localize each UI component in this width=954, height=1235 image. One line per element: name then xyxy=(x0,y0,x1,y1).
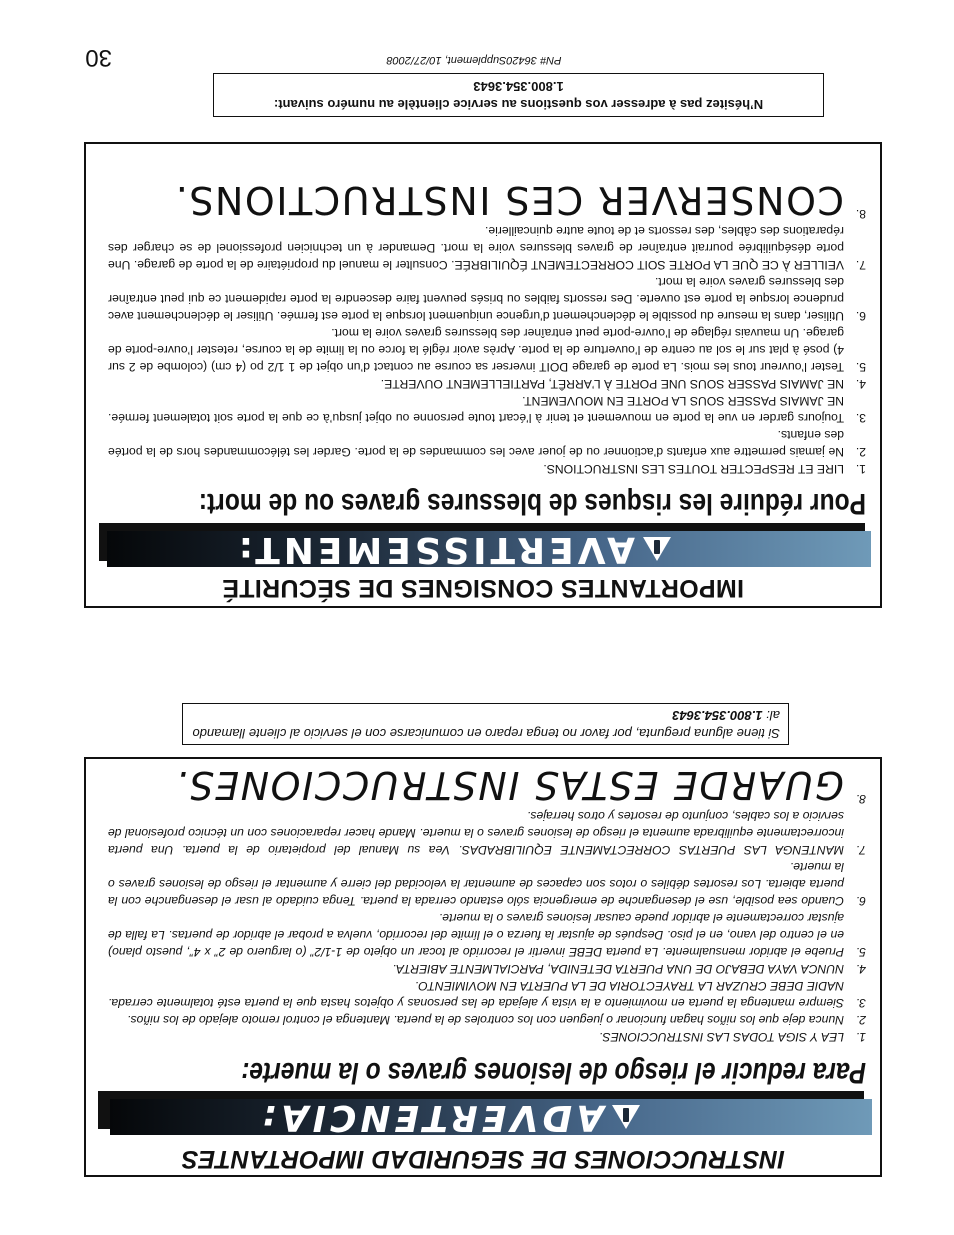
french-steps-list xyxy=(108,180,866,477)
list-item xyxy=(108,909,866,960)
step-number: 2. xyxy=(855,445,866,459)
part-number: PN# 36420Supplement, 10/27/2008 xyxy=(386,54,562,66)
step-text: Ne jamais permettre aux enfants d’actionner ou de jouer avec les commandes de la porte. Garder les télécommandes hors de la portée des enfants. xyxy=(108,428,844,459)
step-number: 6. xyxy=(855,309,866,323)
step-text: Toujours garder en vue la porte en mouvement et tenir à l’écart toute personne ou objet jusqu’à ce que la porte soit totalement fermée. NE JAMAIS PASSER SOUS LA PORTE EN MOUVEMENT. xyxy=(108,394,844,425)
list-item xyxy=(108,460,866,477)
list-item xyxy=(108,977,866,1011)
page-number: 30 xyxy=(85,44,112,71)
list-item xyxy=(108,960,866,977)
step-number: 5. xyxy=(855,360,866,374)
spanish-contact-phone: 1.800.354.3643 xyxy=(672,708,763,723)
list-item xyxy=(108,324,866,375)
step-number: 5. xyxy=(855,945,866,959)
french-warning-subtitle: Pour réduire les risques de blessures graves ou de mort: xyxy=(198,487,866,520)
step-text: NUNCA VAYA DEBAJO DE UNA PUERTA DETENIDA, PARCIALMENTE ABIERTA. xyxy=(392,962,844,976)
list-item xyxy=(108,858,866,909)
step-number: 3. xyxy=(855,996,866,1010)
warning-triangle-icon xyxy=(612,1105,640,1129)
list-item xyxy=(108,273,866,324)
step-number: 4. xyxy=(855,962,866,976)
step-text: Pruebe el abridor mensualmente. La puerta DEBE invertir el recorrido al tocar un objeto de 1-1/2” (o larguero de 2” x 4”, puesto plano) en el centro del vano, en el piso. Después de ajustar la fuerza o el límite del recorrido, vuelva a probar el abridor de puertas. La falla de ajustar correctamente el abridor puede causar lesiones graves o la muerte. xyxy=(108,911,844,959)
french-warning-panel xyxy=(84,142,882,608)
spanish-banner-text: ADVERTENCIA: xyxy=(257,1097,604,1138)
list-item xyxy=(108,807,866,858)
step-number: 1. xyxy=(855,462,866,476)
spanish-panel-heading: INSTRUCCIONES DE SEGURIDAD IMPORTANTES xyxy=(181,1145,785,1173)
list-item xyxy=(108,1011,866,1028)
step-text: CONSERVER CES INSTRUCTIONS. xyxy=(174,178,844,222)
step-text: LEA Y SIGA TODAS LAS INSTRUCCIONES. xyxy=(599,1030,844,1044)
step-number: 2. xyxy=(855,1013,866,1027)
step-text: VEILLER À CE QUE LA PORTE SOIT CORRECTEMENT ÉQUILIBRÉE. Consulter le manuel du propriétaire de la porte de garage. Une porte déséquilibrée pourrait entraîner de graves blessures voire la mort. Demander à un technicien professionel de se charger des réparations des câbles, des ressorts et de toute autre quincaillerie. xyxy=(108,224,844,272)
list-item xyxy=(108,375,866,392)
list-item xyxy=(108,765,866,807)
list-item xyxy=(108,180,866,222)
warning-triangle-icon xyxy=(643,537,671,561)
step-number: 3. xyxy=(855,411,866,425)
step-text: MANTENGA LAS PUERTAS CORRECTAMENTE EQUILIBRADAS. Vea su Manual del propietario de la puerta. Una puerta incorrectamente equilibrada aumenta el riesgo de lesiones graves o la muerte. Mande hacer reparaciones con un técnico profesional de servicio a los cables, conjunto de resortes y otros herrajes. xyxy=(108,809,844,857)
spanish-contact-box xyxy=(182,703,789,745)
french-warning-banner xyxy=(107,529,871,570)
french-contact-box xyxy=(213,73,824,117)
step-text: Siempre mantenga la puerta en movimiento a la vista y alejada de las personas y objetos hasta que la puerta esté totalmente cerrada. NADIE DEBE CRUZAR LA TRAYECTORIA DE LA PUERTA EN MOVIMIENTO. xyxy=(108,979,844,1010)
step-text: Cuando sea posible, use el desenganche de emergencia sólo estando cerrada la puerta. Tenga cuidado al usar el desenganche con la puerta abierta. Los resortes débiles o rotos son capaces de aumentar la velocidad del cierre y aumentar el riesgo de lesiones graves o la muerte. xyxy=(108,860,844,908)
step-number: 4. xyxy=(855,377,866,391)
spanish-warning-banner xyxy=(110,1097,872,1138)
step-text: LIRE ET RESPECTER TOUTES LES INSTRUCTIONS. xyxy=(543,462,844,476)
french-contact-text: N’hésitez pas à adresser vos questions au service clientèle au numéro suivant: xyxy=(273,97,764,112)
spanish-steps-list xyxy=(108,765,866,1045)
step-number: 7. xyxy=(855,258,866,272)
french-banner-text: AVERTISSEMENT: xyxy=(234,529,635,570)
step-number: 8. xyxy=(855,792,866,806)
spanish-warning-subtitle: Para reducir el riesgo de lesiones graves o la muerte: xyxy=(241,1056,866,1089)
step-text: GUARDE ESTAS INSTRUCCIONES. xyxy=(174,763,844,807)
spanish-contact-text: Si tiene alguna pregunta, por favor no tenga reparo en comunicarse con el servicio al cliente llamando al: xyxy=(192,708,780,741)
step-number: 7. xyxy=(855,843,866,857)
list-item xyxy=(108,222,866,273)
step-number: 1. xyxy=(855,1030,866,1044)
list-item xyxy=(108,1028,866,1045)
list-item xyxy=(108,426,866,460)
step-number: 6. xyxy=(855,894,866,908)
french-panel-heading: IMPORTANTES CONSIGNES DE SÉCURITÉ xyxy=(222,574,744,602)
french-contact-phone: 1.800.354.3643 xyxy=(473,79,564,94)
step-text: Tester l’ouvreur tous les mois. La porte de garage DOIT inverser sa course au contact d’un objet de 1 1/2 po (4 cm) (colombe de 2 sur 4) posé à plat sur le sol au centre de l’ouverture de la porte. Après avoir réglé la force ou la limite de la course, retester l’ouvre-porte de garage. Un mauvais réglage de l’ouvre-porte peut entraîner des blessures graves voire la mort. xyxy=(108,326,844,374)
step-number: 8. xyxy=(855,207,866,221)
step-text: Utiliser, dans la mesure du possible le déclenchement d’urgence uniquement lorsque la porte est fermée. Utiliser le déclenchement avec prudence lorsque la porte est ouverte. Des ressorts faibles ou brisés peuvent faire descendre la porte rapidement ce qui peut entraîner des blessures graves voire la mort. xyxy=(108,275,844,323)
step-text: Nunca deje que los niños hagan funcionar o jueguen con los controles de la puerta. Mantenga el control remoto alejado de los niños. xyxy=(127,1013,844,1027)
step-text: NE JAMAIS PASSER SOUS UNE PORTE À L’ARRÊT, PARTIELLEMENT OUVERTE. xyxy=(380,377,844,391)
list-item xyxy=(108,392,866,426)
spanish-warning-panel xyxy=(84,757,882,1177)
